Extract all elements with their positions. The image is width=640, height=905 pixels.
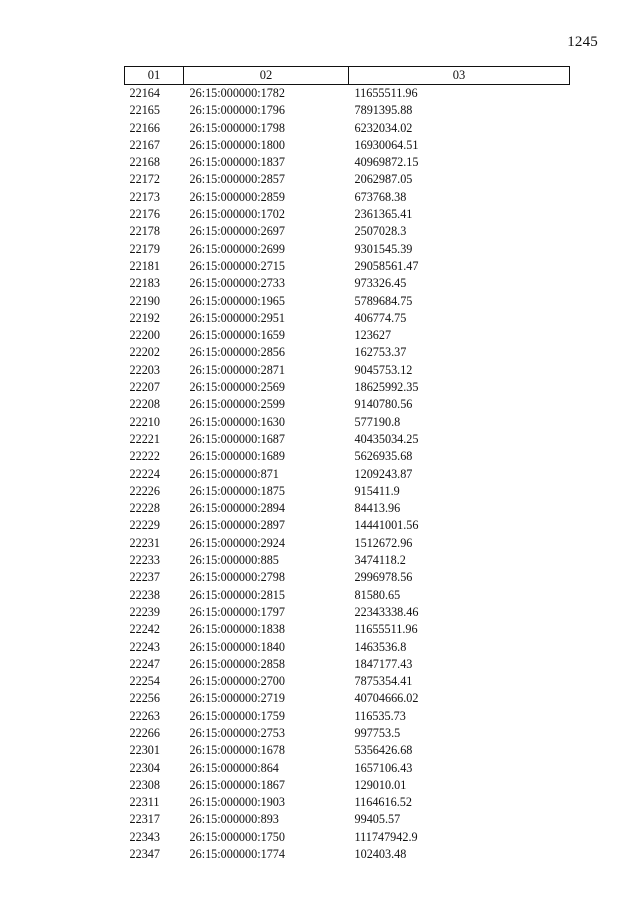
row-number-cell: 22172 (129, 172, 160, 187)
table-row (125, 621, 570, 638)
cadastral-number-cell: 26:15:000000:1837 (189, 155, 285, 170)
table-row (125, 846, 570, 863)
row-number-cell: 22311 (129, 795, 160, 810)
row-number-cell: 22317 (129, 812, 160, 827)
table-row (125, 829, 570, 846)
value-cell: 9140780.56 (354, 397, 413, 412)
row-number-cell: 22221 (129, 431, 160, 446)
row-number-cell: 22343 (129, 829, 160, 844)
value-cell: 2996978.56 (354, 570, 413, 585)
table-row (125, 154, 570, 171)
table-row (125, 293, 570, 310)
data-table (124, 66, 570, 863)
table-body (125, 85, 570, 864)
table-row (125, 171, 570, 188)
table-row (125, 431, 570, 448)
row-number-cell: 22266 (129, 725, 160, 740)
value-cell: 6232034.02 (354, 120, 413, 135)
value-cell: 2062987.05 (354, 172, 413, 187)
row-number-cell: 22164 (129, 86, 160, 100)
value-cell: 1164616.52 (354, 795, 412, 810)
value-cell: 1463536.8 (354, 639, 407, 654)
cadastral-number-cell: 26:15:000000:1678 (189, 743, 285, 758)
table-row (125, 275, 570, 292)
value-cell: 162753.37 (354, 345, 407, 360)
row-number-cell: 22304 (129, 760, 160, 775)
cadastral-number-cell: 26:15:000000:1867 (189, 777, 285, 792)
value-cell: 102403.48 (354, 847, 407, 862)
cadastral-number-cell: 26:15:000000:2815 (189, 587, 285, 602)
table-row (125, 673, 570, 690)
cadastral-number-cell: 26:15:000000:864 (189, 760, 279, 775)
cadastral-number-cell: 26:15:000000:2798 (189, 570, 285, 585)
table-row (125, 310, 570, 327)
cadastral-number-cell: 26:15:000000:1840 (189, 639, 285, 654)
table-row (125, 811, 570, 828)
column-header-02: 02 (184, 67, 349, 85)
row-number-cell: 22207 (129, 380, 160, 395)
row-number-cell: 22183 (129, 276, 160, 291)
value-cell: 111747942.9 (354, 829, 418, 844)
value-cell: 129010.01 (354, 777, 407, 792)
cadastral-number-cell: 26:15:000000:1798 (189, 120, 285, 135)
row-number-cell: 22243 (129, 639, 160, 654)
row-number-cell: 22173 (129, 189, 160, 204)
value-cell: 99405.57 (354, 812, 401, 827)
table-row (125, 517, 570, 534)
value-cell: 1847177.43 (354, 656, 413, 671)
value-cell: 7875354.41 (354, 674, 413, 689)
row-number-cell: 22229 (129, 518, 160, 533)
cadastral-number-cell: 26:15:000000:2897 (189, 518, 285, 533)
value-cell: 116535.73 (354, 708, 406, 723)
value-cell: 22343338.46 (354, 604, 419, 619)
table-row (125, 742, 570, 759)
table-row (125, 137, 570, 154)
cadastral-number-cell: 26:15:000000:1875 (189, 483, 285, 498)
value-cell: 2507028.3 (354, 224, 407, 239)
table-row (125, 448, 570, 465)
row-number-cell: 22192 (129, 310, 160, 325)
row-number-cell: 22167 (129, 137, 160, 152)
cadastral-number-cell: 26:15:000000:2753 (189, 725, 285, 740)
row-number-cell: 22178 (129, 224, 160, 239)
table-row (125, 258, 570, 275)
row-number-cell: 22179 (129, 241, 160, 256)
data-table-container (124, 66, 569, 863)
table-row (125, 466, 570, 483)
row-number-cell: 22200 (129, 328, 160, 343)
value-cell: 1657106.43 (354, 760, 413, 775)
cadastral-number-cell: 26:15:000000:1702 (189, 207, 285, 222)
table-row (125, 725, 570, 742)
table-row (125, 327, 570, 344)
cadastral-number-cell: 26:15:000000:1659 (189, 328, 285, 343)
value-cell: 973326.45 (354, 276, 407, 291)
value-cell: 997753.5 (354, 725, 401, 740)
row-number-cell: 22263 (129, 708, 160, 723)
value-cell: 9301545.39 (354, 241, 413, 256)
cadastral-number-cell: 26:15:000000:2599 (189, 397, 285, 412)
cadastral-number-cell: 26:15:000000:2697 (189, 224, 285, 239)
value-cell: 577190.8 (354, 414, 401, 429)
cadastral-number-cell: 26:15:000000:1759 (189, 708, 285, 723)
row-number-cell: 22202 (129, 345, 160, 360)
table-row (125, 102, 570, 119)
row-number-cell: 22308 (129, 777, 160, 792)
column-header-03: 03 (349, 67, 570, 85)
value-cell: 5626935.68 (354, 449, 413, 464)
row-number-cell: 22256 (129, 691, 160, 706)
table-row (125, 760, 570, 777)
cadastral-number-cell: 26:15:000000:2951 (189, 310, 285, 325)
table-row (125, 708, 570, 725)
value-cell: 81580.65 (354, 587, 401, 602)
table-row (125, 414, 570, 431)
row-number-cell: 22203 (129, 362, 160, 377)
table-row (125, 777, 570, 794)
table-row (125, 396, 570, 413)
value-cell: 673768.38 (354, 189, 407, 204)
page-number: 1245 (567, 34, 598, 50)
cadastral-number-cell: 26:15:000000:1774 (189, 847, 285, 862)
cadastral-number-cell: 26:15:000000:893 (189, 812, 279, 827)
value-cell: 7891395.88 (354, 103, 413, 118)
row-number-cell: 22176 (129, 207, 160, 222)
cadastral-number-cell: 26:15:000000:1689 (189, 449, 285, 464)
value-cell: 5789684.75 (354, 293, 413, 308)
table-row (125, 223, 570, 240)
table-row (125, 569, 570, 586)
table-row (125, 206, 570, 223)
cadastral-number-cell: 26:15:000000:2856 (189, 345, 285, 360)
cadastral-number-cell: 26:15:000000:2924 (189, 535, 285, 550)
value-cell: 9045753.12 (354, 362, 413, 377)
table-row (125, 690, 570, 707)
value-cell: 16930064.51 (354, 137, 419, 152)
row-number-cell: 22166 (129, 120, 160, 135)
row-number-cell: 22237 (129, 570, 160, 585)
value-cell: 915411.9 (354, 483, 400, 498)
cadastral-number-cell: 26:15:000000:2859 (189, 189, 285, 204)
cadastral-number-cell: 26:15:000000:1797 (189, 604, 285, 619)
table-row (125, 379, 570, 396)
cadastral-number-cell: 26:15:000000:2715 (189, 258, 285, 273)
table-row (125, 587, 570, 604)
value-cell: 1209243.87 (354, 466, 413, 481)
cadastral-number-cell: 26:15:000000:1903 (189, 795, 285, 810)
cadastral-number-cell: 26:15:000000:1838 (189, 622, 285, 637)
value-cell: 406774.75 (354, 310, 407, 325)
row-number-cell: 22210 (129, 414, 160, 429)
table-row (125, 656, 570, 673)
row-number-cell: 22168 (129, 155, 160, 170)
row-number-cell: 22233 (129, 553, 160, 568)
value-cell: 84413.96 (354, 501, 401, 516)
table-row (125, 535, 570, 552)
cadastral-number-cell: 26:15:000000:871 (189, 466, 279, 481)
value-cell: 40969872.15 (354, 155, 419, 170)
cadastral-number-cell: 26:15:000000:1782 (189, 86, 285, 100)
row-number-cell: 22181 (129, 258, 160, 273)
cadastral-number-cell: 26:15:000000:2733 (189, 276, 285, 291)
row-number-cell: 22247 (129, 656, 160, 671)
value-cell: 11655511.96 (354, 86, 418, 100)
row-number-cell: 22208 (129, 397, 160, 412)
table-row (125, 552, 570, 569)
table-row (125, 241, 570, 258)
row-number-cell: 22190 (129, 293, 160, 308)
table-row (125, 85, 570, 103)
row-number-cell: 22242 (129, 622, 160, 637)
cadastral-number-cell: 26:15:000000:2699 (189, 241, 285, 256)
cadastral-number-cell: 26:15:000000:1796 (189, 103, 285, 118)
cadastral-number-cell: 26:15:000000:1800 (189, 137, 285, 152)
cadastral-number-cell: 26:15:000000:2569 (189, 380, 285, 395)
row-number-cell: 22239 (129, 604, 160, 619)
value-cell: 11655511.96 (354, 622, 418, 637)
row-number-cell: 22347 (129, 847, 160, 862)
cadastral-number-cell: 26:15:000000:885 (189, 553, 279, 568)
value-cell: 1512672.96 (354, 535, 413, 550)
cadastral-number-cell: 26:15:000000:2857 (189, 172, 285, 187)
cadastral-number-cell: 26:15:000000:1965 (189, 293, 285, 308)
table-row (125, 639, 570, 656)
cadastral-number-cell: 26:15:000000:2858 (189, 656, 285, 671)
row-number-cell: 22165 (129, 103, 160, 118)
cadastral-number-cell: 26:15:000000:1630 (189, 414, 285, 429)
row-number-cell: 22231 (129, 535, 160, 550)
table-row (125, 604, 570, 621)
table-row (125, 794, 570, 811)
cadastral-number-cell: 26:15:000000:2719 (189, 691, 285, 706)
table-header-row (125, 67, 570, 85)
value-cell: 29058561.47 (354, 258, 419, 273)
column-header-01: 01 (125, 67, 184, 85)
value-cell: 14441001.56 (354, 518, 419, 533)
row-number-cell: 22238 (129, 587, 160, 602)
row-number-cell: 22226 (129, 483, 160, 498)
row-number-cell: 22228 (129, 501, 160, 516)
table-row (125, 483, 570, 500)
value-cell: 40435034.25 (354, 431, 419, 446)
row-number-cell: 22222 (129, 449, 160, 464)
table-row (125, 120, 570, 137)
table-row (125, 362, 570, 379)
value-cell: 40704666.02 (354, 691, 419, 706)
value-cell: 5356426.68 (354, 743, 413, 758)
table-row (125, 500, 570, 517)
value-cell: 123627 (354, 328, 392, 343)
cadastral-number-cell: 26:15:000000:1750 (189, 829, 285, 844)
cadastral-number-cell: 26:15:000000:2700 (189, 674, 285, 689)
row-number-cell: 22301 (129, 743, 160, 758)
cadastral-number-cell: 26:15:000000:1687 (189, 431, 285, 446)
value-cell: 3474118.2 (354, 553, 406, 568)
value-cell: 2361365.41 (354, 207, 413, 222)
cadastral-number-cell: 26:15:000000:2894 (189, 501, 285, 516)
row-number-cell: 22254 (129, 674, 160, 689)
value-cell: 18625992.35 (354, 380, 419, 395)
table-header (125, 67, 570, 85)
table-row (125, 344, 570, 361)
row-number-cell: 22224 (129, 466, 160, 481)
table-row (125, 189, 570, 206)
cadastral-number-cell: 26:15:000000:2871 (189, 362, 285, 377)
